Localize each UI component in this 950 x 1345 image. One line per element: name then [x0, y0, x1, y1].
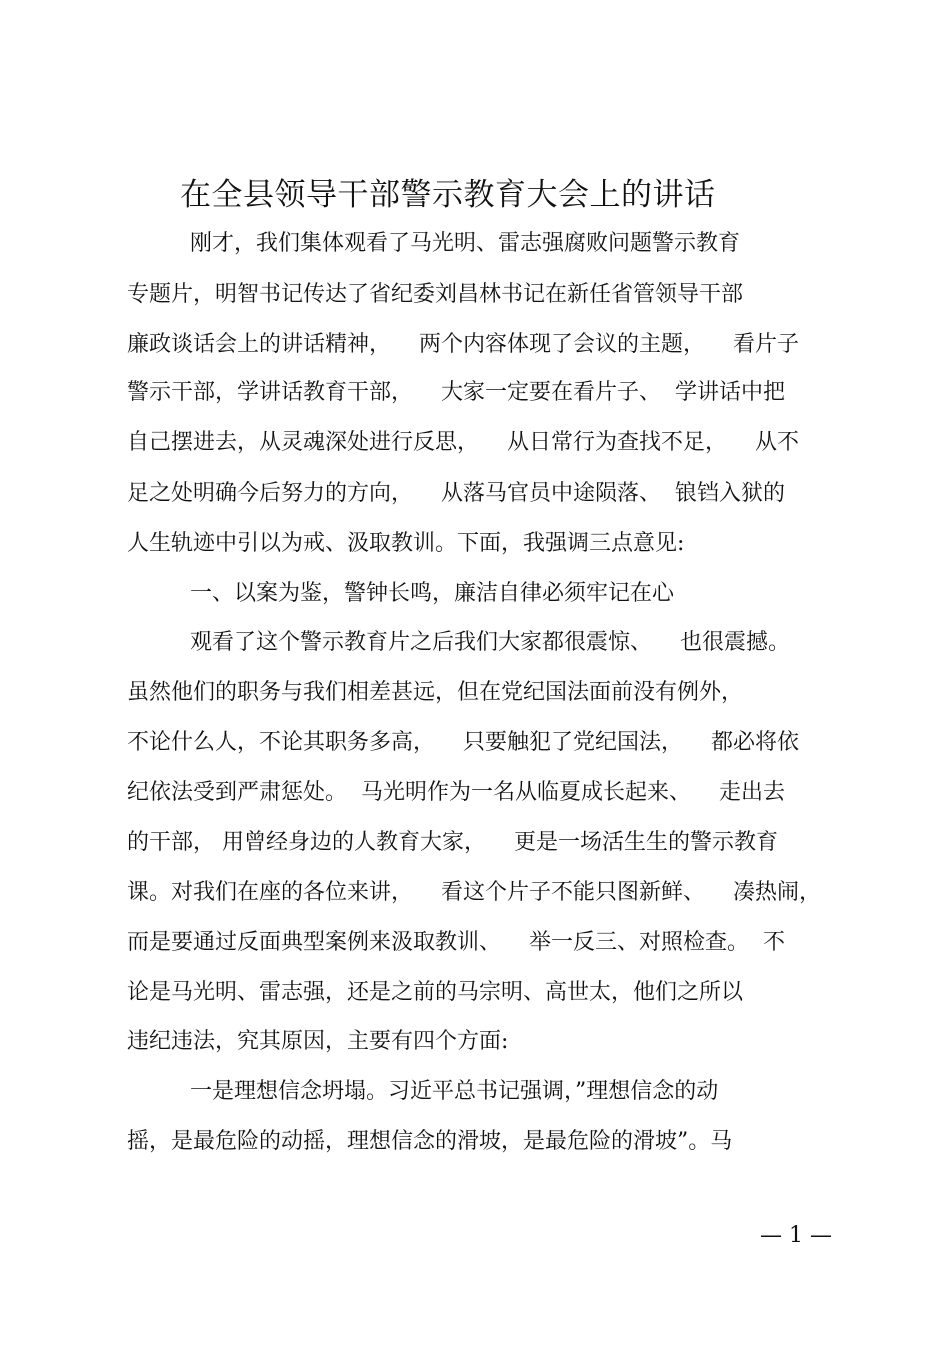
section-heading: 一、以案为鉴，警钟长鸣，廉洁自律必须牢记在心 — [190, 581, 675, 606]
paragraph-line: 一是理想信念坍塌。习近平总书记强调，”理想信念的动 — [190, 1079, 719, 1104]
paragraph-line: 虽然他们的职务与我们相差甚远，但在党纪国法面前没有例外， — [127, 680, 744, 705]
document-title: 在全县领导干部警示教育大会上的讲话 — [180, 177, 716, 213]
page-number: — 1 — — [760, 1223, 832, 1248]
paragraph-line: 而是要通过反面典型案例来汲取教训、 举一反三、对照检查。 不 — [127, 930, 785, 955]
paragraph-line: 足之处明确今后努力的方向， 从落马官员中途陨落、 锒铛入狱的 — [127, 481, 785, 506]
paragraph-line: 自己摆进去，从灵魂深处进行反思， 从日常行为查找不足， 从不 — [127, 430, 799, 455]
paragraph-line: 警示干部，学讲话教育干部， 大家一定要在看片子、 学讲话中把 — [127, 380, 785, 405]
paragraph-line: 人生轨迹中引以为戒、汲取教训。下面，我强调三点意见: — [127, 531, 685, 556]
paragraph-line: 论是马光明、雷志强，还是之前的马宗明、高世太，他们之所以 — [127, 980, 744, 1005]
paragraph-line: 廉政谈话会上的讲话精神， 两个内容体现了会议的主题， 看片子 — [127, 332, 799, 357]
paragraph-line: 不论什么人，不论其职务多高， 只要触犯了党纪国法， 都必将依 — [127, 730, 799, 755]
paragraph-line: 刚才，我们集体观看了马光明、雷志强腐败问题警示教育 — [190, 231, 741, 256]
paragraph-line: 摇，是最危险的动摇，理想信念的滑坡，是最危险的滑坡”。马 — [127, 1129, 733, 1154]
paragraph-line: 专题片，明智书记传达了省纪委刘昌林书记在新任省管领导干部 — [127, 282, 744, 307]
paragraph-line: 的干部， 用曾经身边的人教育大家， 更是一场活生生的警示教育 — [127, 830, 778, 855]
paragraph-line: 观看了这个警示教育片之后我们大家都很震惊、 也很震撼。 — [190, 630, 790, 655]
paragraph-line: 违纪违法，究其原因，主要有四个方面: — [127, 1029, 509, 1054]
paragraph-line: 纪依法受到严肃惩处。 马光明作为一名从临夏成长起来、 走出去 — [127, 780, 785, 805]
paragraph-line: 课。对我们在座的各位来讲， 看这个片子不能只图新鲜、 凑热闹， — [127, 880, 821, 905]
